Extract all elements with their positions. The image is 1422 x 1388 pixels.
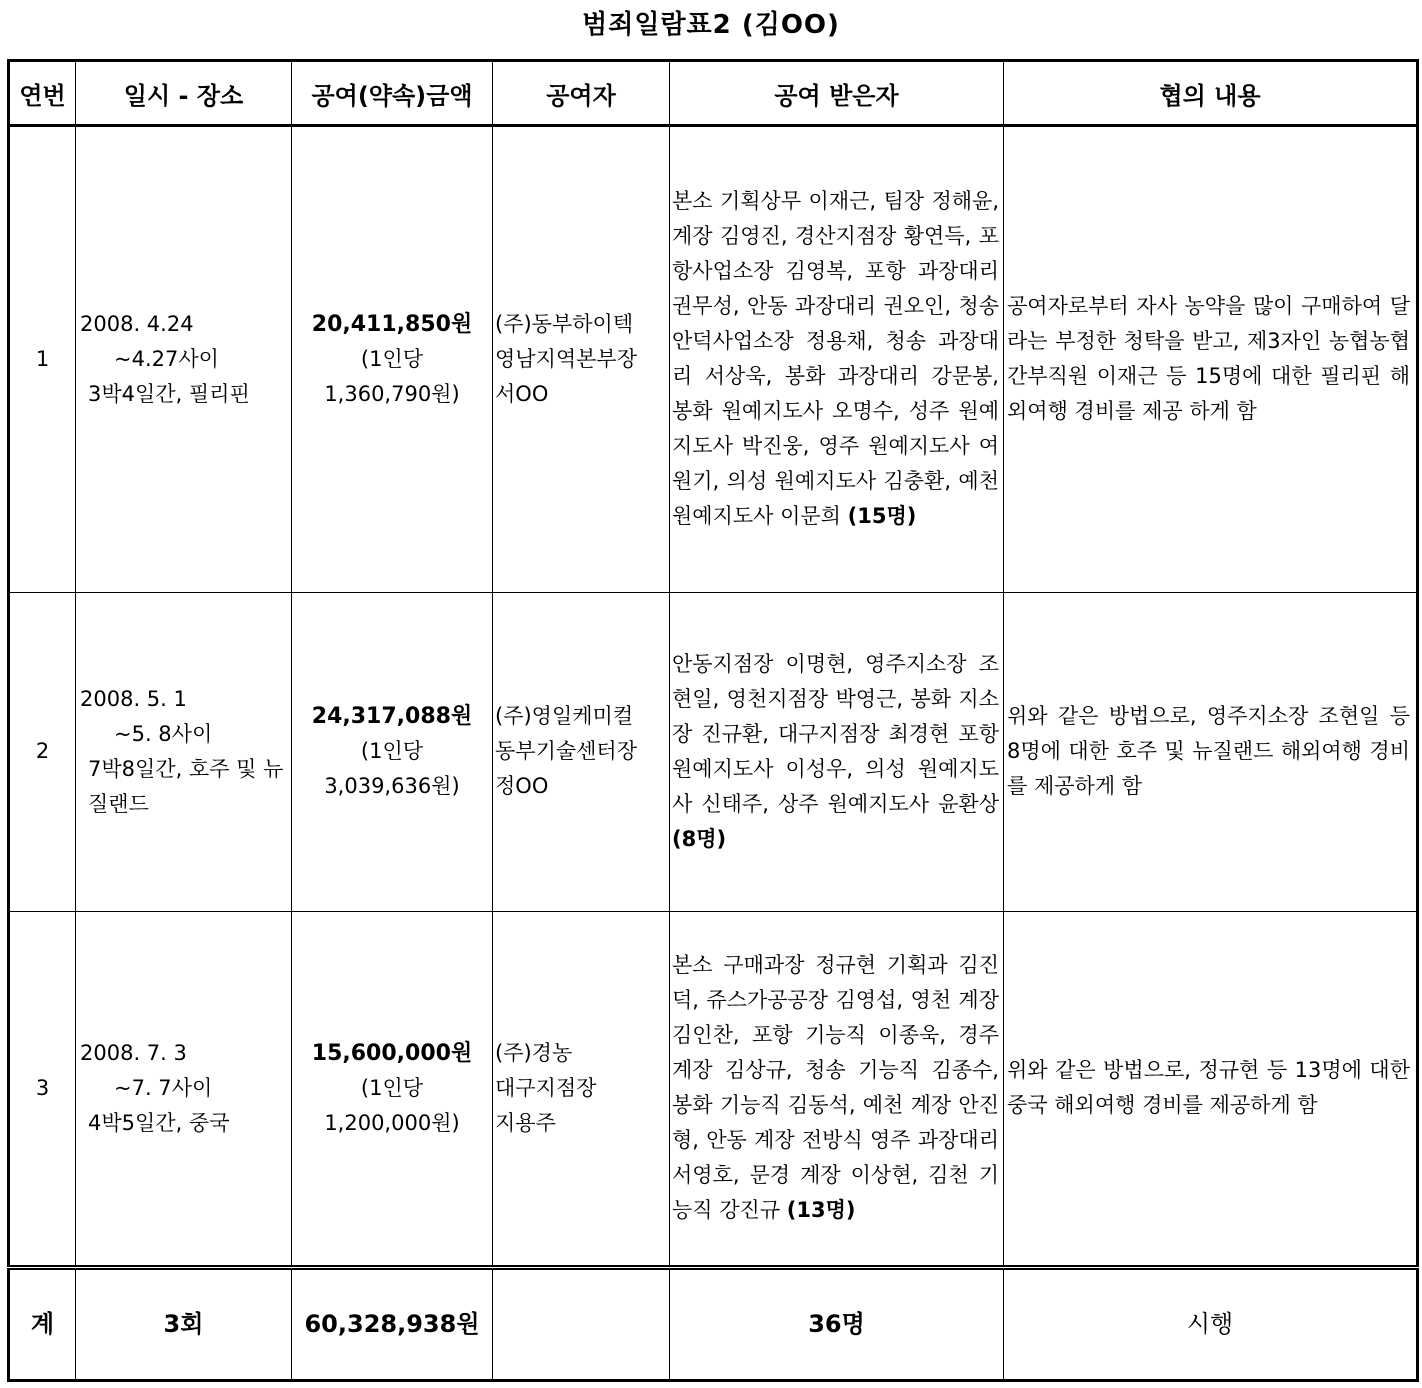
giver-company: (주)동부하이텍 <box>495 311 634 336</box>
date-range-line: ~4.27사이 <box>114 346 219 371</box>
header-recipients: 공여 받은자 <box>670 61 1004 126</box>
giver-company: (주)영일케미컬 <box>495 704 634 729</box>
duration-place-line: 4박5일간, 중국 <box>88 1110 230 1135</box>
table-row <box>9 912 1418 1267</box>
recipient-count: (8명) <box>672 826 727 851</box>
total-row <box>9 1267 1418 1380</box>
table-header-row <box>9 61 1418 126</box>
header-giver: 공여자 <box>493 61 670 126</box>
date-range-line: ~7. 7사이 <box>114 1075 213 1100</box>
total-giver <box>493 1267 670 1380</box>
per-person-label: (1인당 <box>360 346 424 371</box>
per-person-label: (1인당 <box>360 1075 424 1100</box>
row-content: 공여자로부터 자사 농약을 많이 구매하여 달라는 부정한 청탁을 받고, 제3자인 농협농협 간부직원 이재근 등 15명에 대한 필리핀 해외여행 경비를 제공 하게 함 <box>1004 126 1418 593</box>
row-recipients <box>670 912 1004 1267</box>
duration-place-line: 3박4일간, 필리핀 <box>88 381 250 406</box>
amount-value: 24,317,088원 <box>311 704 473 730</box>
row-date-place <box>76 126 292 593</box>
date-line: 2008. 5. 1 <box>80 686 187 711</box>
row-giver <box>493 126 670 593</box>
giver-name: 정OO <box>495 774 549 799</box>
header-content: 협의 내용 <box>1004 61 1418 126</box>
per-person-value: 1,360,790원) <box>324 381 460 406</box>
giver-name: 서OO <box>495 381 549 406</box>
giver-position: 영남지역본부장 <box>495 346 638 371</box>
per-person-value: 1,200,000원) <box>324 1110 460 1135</box>
per-person-value: 3,039,636원) <box>324 774 460 799</box>
row-recipients <box>670 592 1004 911</box>
amount-value: 20,411,850원 <box>311 311 473 337</box>
total-count: 3회 <box>76 1267 292 1380</box>
row-giver <box>493 592 670 911</box>
date-line: 2008. 4.24 <box>80 311 194 336</box>
duration-place-line: 7박8일간, 호주 및 뉴질랜드 <box>88 756 284 816</box>
table-row <box>9 126 1418 593</box>
row-recipients <box>670 126 1004 593</box>
row-amount <box>292 592 493 911</box>
giver-position: 동부기술센터장 <box>495 739 638 764</box>
date-line: 2008. 7. 3 <box>80 1040 187 1065</box>
row-no: 2 <box>9 592 76 911</box>
header-date-place: 일시 - 장소 <box>76 61 292 126</box>
per-person-label: (1인당 <box>360 739 424 764</box>
row-amount <box>292 912 493 1267</box>
giver-position: 대구지점장 <box>495 1075 597 1100</box>
recipients-text: 본소 구매과장 정규현 기획과 김진덕, 쥬스가공공장 김영섭, 영천 계장 김인찬, 포항 기능직 이종욱, 경주 계장 김상규, 청송 기능직 김종수, 봉화 기능직 김동석, 예천 계장 안진형, 안동 계장 전방식 영주 과장대리 서영호, 문경 계장 이상현, 김천 기능직 강진규 <box>672 953 999 1223</box>
total-content: 시행 <box>1004 1267 1418 1380</box>
row-content: 위와 같은 방법으로, 영주지소장 조현일 등 8명에 대한 호주 및 뉴질랜드 해외여행 경비를 제공하게 함 <box>1004 592 1418 911</box>
row-giver <box>493 912 670 1267</box>
recipient-count: (15명) <box>847 504 917 529</box>
recipient-count: (13명) <box>786 1198 856 1223</box>
recipients-text: 본소 기획상무 이재근, 팀장 정해윤, 계장 김영진, 경산지점장 황연득, 포항사업소장 김영복, 포항 과장대리 권무성, 안동 과장대리 권오인, 청송안덕사업소장 정용채, 청송 과장대리 서상욱, 봉화 과장대리 강문봉, 봉화 원예지도사 오명수, 성주 원예지도사 박진웅, 영주 원예지도사 여원기, 의성 원예지도사 김충환, 예천 원예지도사 이문희 <box>672 189 999 529</box>
total-label: 계 <box>9 1267 76 1380</box>
row-date-place <box>76 592 292 911</box>
amount-value: 15,600,000원 <box>311 1040 473 1066</box>
header-amount: 공여(약속)금액 <box>292 61 493 126</box>
row-no: 1 <box>9 126 76 593</box>
header-no: 연번 <box>9 61 76 126</box>
document-title: 범죄일람표2 (김OO) <box>582 10 840 40</box>
giver-company: (주)경농 <box>495 1040 573 1065</box>
crime-list-table <box>7 59 1419 1382</box>
row-no: 3 <box>9 912 76 1267</box>
table-row <box>9 592 1418 911</box>
recipients-text: 안동지점장 이명현, 영주지소장 조현일, 영천지점장 박영근, 봉화 지소장 진규환, 대구지점장 최경현 포항 원예지도사 이성우, 의성 원예지도사 신태주, 상주 원예지도사 윤환상 <box>672 651 999 816</box>
row-date-place <box>76 912 292 1267</box>
row-amount <box>292 126 493 593</box>
giver-name: 지용주 <box>495 1110 556 1135</box>
total-amount: 60,328,938원 <box>292 1267 493 1380</box>
row-content: 위와 같은 방법으로, 정규현 등 13명에 대한 중국 해외여행 경비를 제공하게 함 <box>1004 912 1418 1267</box>
total-recipients: 36명 <box>670 1267 1004 1380</box>
date-range-line: ~5. 8사이 <box>114 721 213 746</box>
